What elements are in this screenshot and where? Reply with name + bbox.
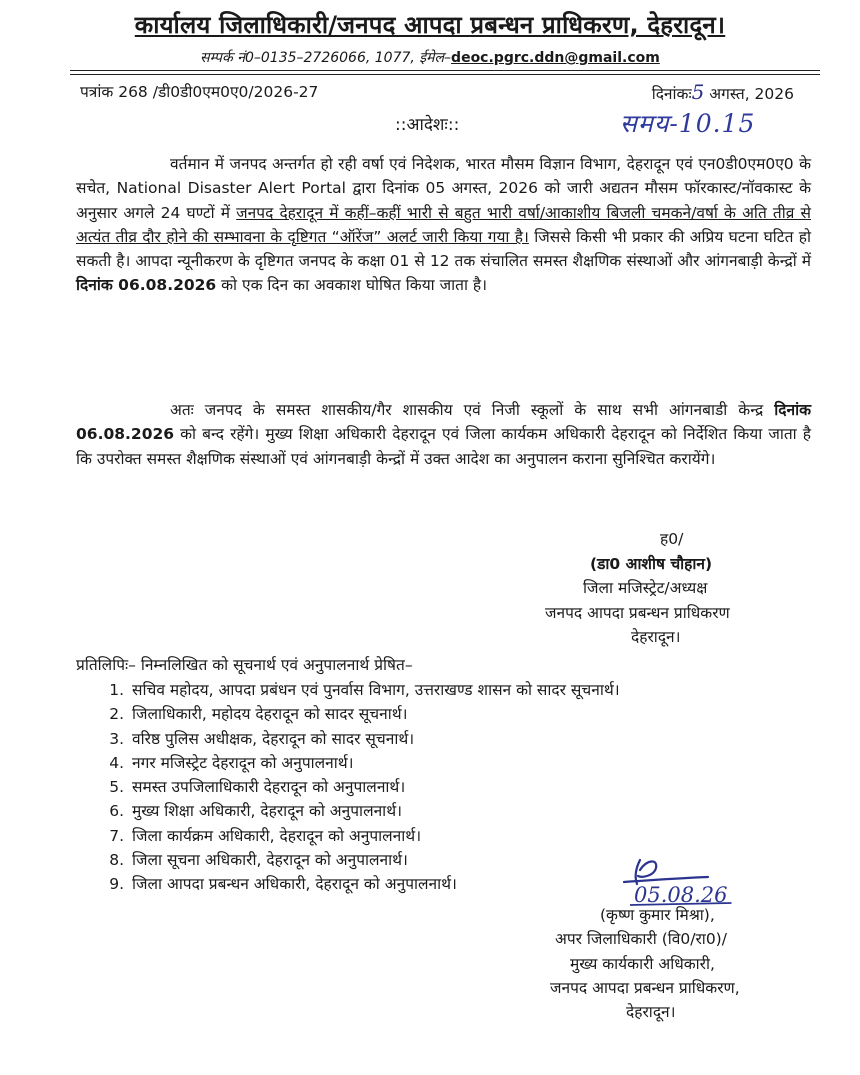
list-item-text: मुख्य शिक्षा अधिकारी, देहरादून को अनुपालनार्थ। [132, 802, 402, 821]
list-item-text: नगर मजिस्ट्रेट देहरादून को अनुपालनार्थ। [132, 753, 354, 772]
copy-to-heading: प्रतिलिपिः– निम्नलिखित को सूचनार्थ एवं अनुपालनार्थ प्रेषित– [76, 656, 413, 674]
list-item-number: 5. [109, 778, 124, 797]
order-heading: ::आदेशः:: [395, 115, 460, 135]
order-paragraph-2 [76, 398, 811, 471]
order-paragraph-1 [76, 152, 811, 298]
para1-underlined-alert: जनपद देहरादून में कहीं–कहीं भारी से बहुत भारी वर्षा/आकाशीय बिजली चमकने/वर्षा के अति तीव्र से अत्यंत तीव्र दौर होने की सम्भावना के दृष्टिगत “ऑरेंज” अलर्ट जारी किया गया है। [76, 203, 811, 246]
header-divider-2 [70, 74, 820, 75]
list-item [96, 775, 620, 799]
list-item-text: वरिष्ठ पुलिस अधीक्षक, देहरादून को सादर सूचनार्थ। [132, 729, 415, 748]
list-item-text: समस्त उपजिलाधिकारी देहरादून को अनुपालनार्थ। [132, 778, 406, 797]
sd-mark: ह0/ [660, 530, 684, 548]
contact-line [0, 48, 860, 67]
letter-number: पत्रांक 268 /डी0डी0एम0ए0/2026-27 [80, 83, 319, 101]
letter-date [652, 80, 794, 104]
signatory2-name: (कृष्ण कुमार मिश्रा), [600, 906, 715, 924]
list-item-number: 3. [109, 729, 124, 748]
para1-text-2: जिससे किसी भी प्रकार की अप्रिय घटना घटित हो सकती है। आपदा न्यूनीकरण के दृष्टिगत जनपद के कक्षा 01 से 12 तक संचालित समस्त शैक्षणिक संस्थाओं और आंगनबाड़ी केन्द्रों में [76, 227, 811, 271]
list-item [96, 702, 620, 726]
list-item-text: जिला आपदा प्रबन्धन अधिकारी, देहरादून को अनुपालनार्थ। [132, 875, 457, 894]
signatory2-designation-1: अपर जिलाधिकारी (वि0/रा0)/ [555, 930, 727, 949]
copy-to-list [96, 678, 620, 897]
handwritten-date-day: 5 [691, 80, 705, 104]
date-label: दिनांकः [651, 85, 692, 103]
list-item [96, 872, 620, 896]
list-item-number: 4. [109, 753, 124, 772]
signatory-name: (डा0 आशीष चौहान) [590, 554, 713, 573]
handwritten-time: समय-10.15 [620, 109, 756, 138]
signatory-authority: जनपद आपदा प्रबन्धन प्राधिकरण [545, 603, 730, 622]
signatory2-designation-2: मुख्य कार्यकारी अधिकारी, [570, 954, 715, 973]
list-item [96, 824, 620, 848]
para2-text-1: अतः जनपद के समस्त शासकीय/गैर शासकीय एवं निजी स्कूलों के साथ सभी आंगनबाडी केन्द्र [170, 401, 775, 419]
signatory-block-adm [540, 903, 830, 1024]
list-item-text: सचिव महोदय, आपदा प्रबंधन एवं पुनर्वास विभाग, उत्तराखण्ड शासन को सादर सूचनार्थ। [132, 681, 620, 699]
list-item [96, 751, 620, 775]
contact-text: सम्पर्क नं0–0135–2726066, 1077, ईमेल– [200, 50, 452, 66]
list-item [96, 678, 620, 702]
para1-text-3: को एक दिन का अवकाश घोषित किया जाता है। [216, 276, 488, 295]
signatory-designation: जिला मजिस्ट्रेट/अध्यक्ष [583, 579, 708, 597]
signatory-place: देहरादून। [631, 628, 681, 646]
reference-row [80, 80, 794, 104]
signatory2-place: देहरादून। [626, 1003, 676, 1022]
list-item-number: 6. [109, 802, 124, 821]
list-item [96, 799, 620, 823]
list-item-number: 2. [109, 705, 124, 724]
signatory-block-dm [505, 527, 805, 650]
para2-text-2: को बन्द रहेंगे। मुख्य शिक्षा अधिकारी देहरादून एवं जिला कार्यकम अधिकारी देहरादून को निर्देशित किया जाता है कि उपरोक्त समस्त शैक्षणिक संस्थाओं एवं आंगनबाड़ी केन्द्रों में उक्त आदेश का अनुपालन कराना सुनिश्चित करायेंगे। [76, 425, 811, 468]
list-item-number: 8. [109, 851, 124, 870]
list-item-text: जिलाधिकारी, महोदय देहरादून को सादर सूचनार्थ। [132, 705, 408, 724]
email-address: deoc.pgrc.ddn@gmail.com [451, 50, 660, 66]
list-item [96, 727, 620, 751]
date-month-year: अगस्त, 2026 [704, 85, 794, 103]
para1-holiday-date: दिनांक 06.08.2026 [76, 276, 217, 295]
para1-text-1: वर्तमान में जनपद अन्तर्गत हो रही वर्षा एवं निदेशक, भारत मौसम विज्ञान विभाग, देहरादून एवं एन0डी0एम0ए0 के सचेत, National Disaster Alert Portal द्वारा दिनांक 05 अगस्त, 2026 को जारी अद्यतन मौसम फॉरकास्ट/नॉवकास्ट के अनुसार अगले 24 घण्टों में [76, 155, 811, 222]
list-item-number: 7. [109, 826, 124, 845]
handwritten-signature [612, 850, 762, 908]
list-item-text: जिला कार्यक्रम अधिकारी, देहरादून को अनुपालनार्थ। [132, 826, 422, 845]
list-item-text: जिला सूचना अधिकारी, देहरादून को अनुपालनार्थ। [132, 851, 408, 870]
signatory2-authority: जनपद आपदा प्रबन्धन प्राधिकरण, [550, 978, 740, 997]
header-divider [70, 70, 820, 71]
signature-date: 05.08.26 [634, 883, 728, 907]
list-item [96, 848, 620, 872]
para2-closure-date: दिनांक 06.08.2026 [76, 401, 811, 444]
office-title: कार्यालय जिलाधिकारी/जनपद आपदा प्रबन्धन प्राधिकरण, देहरादून। [134, 11, 726, 39]
list-item-number: 1. [109, 681, 124, 699]
list-item-number: 9. [109, 875, 124, 894]
